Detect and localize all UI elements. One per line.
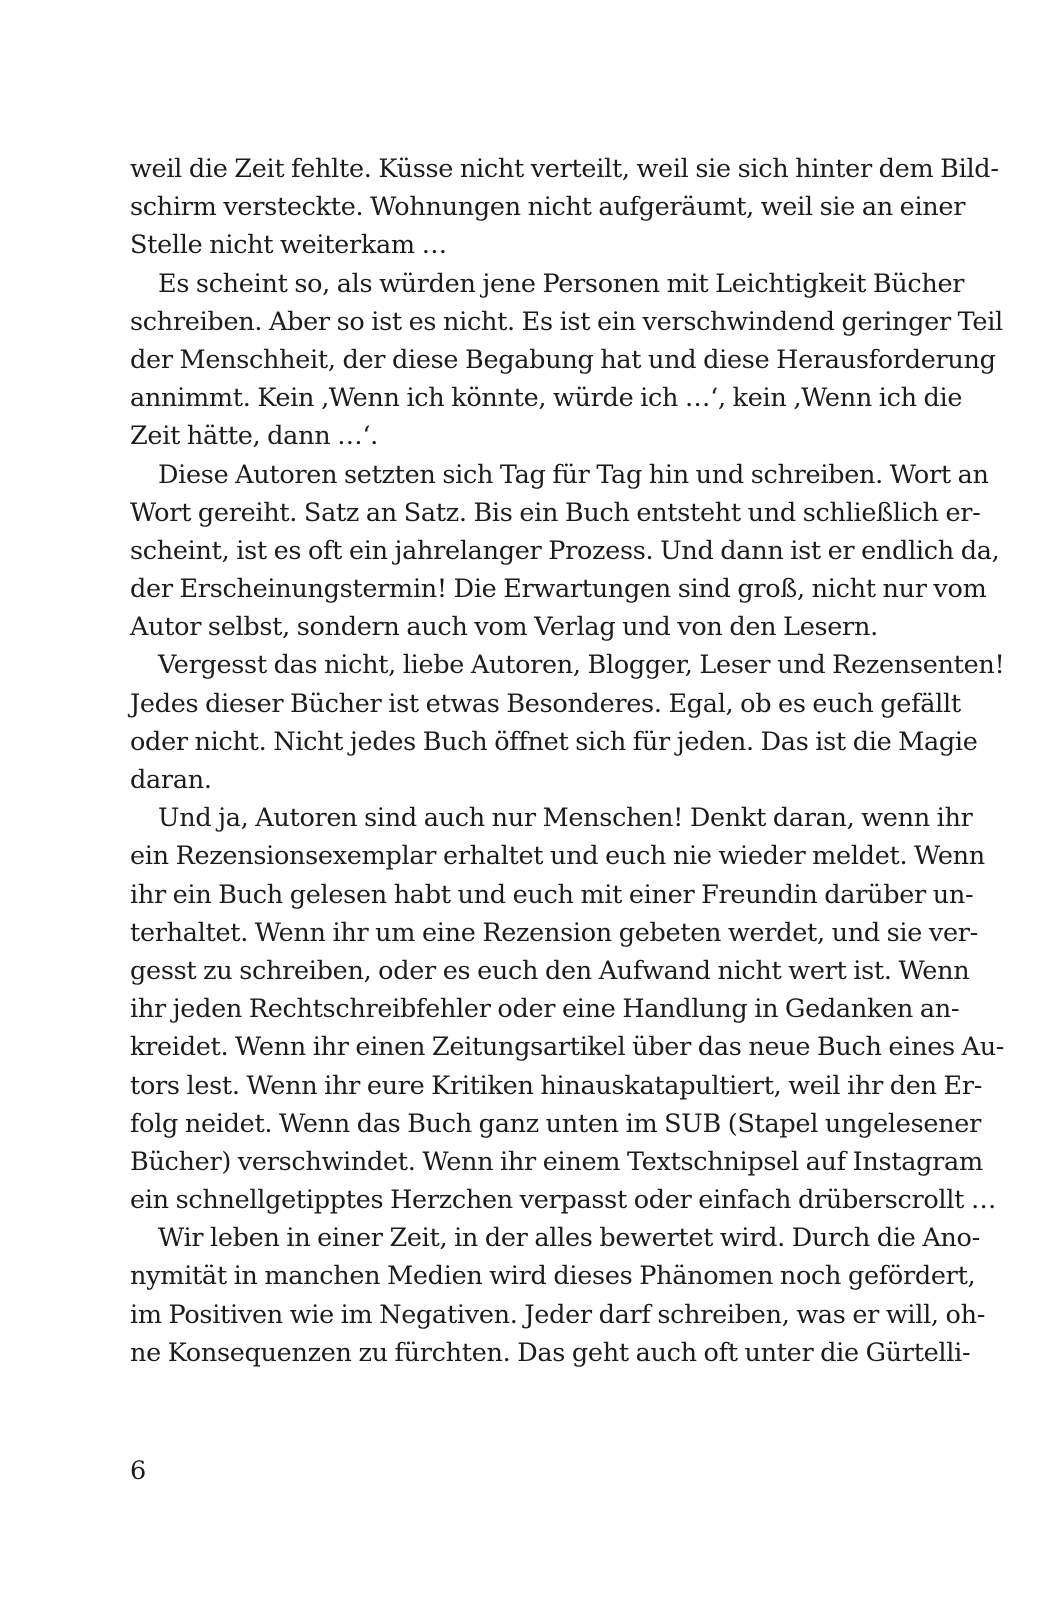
text-line: scheint, ist es oft ein jahrelanger Prozess. Und dann ist er endlich da,: [130, 535, 1000, 566]
text-line: Es scheint so, als würden jene Personen mit Leichtigkeit Bücher: [158, 268, 965, 299]
text-line: Bücher) verschwindet. Wenn ihr einem Textschnipsel auf Instagram: [130, 1146, 983, 1177]
text-line: Und ja, Autoren sind auch nur Menschen! Denkt daran, wenn ihr: [158, 803, 973, 834]
text-line: tors lest. Wenn ihr eure Kritiken hinauskatapultiert, weil ihr den Er-: [130, 1070, 983, 1101]
page-number: 6: [130, 1456, 147, 1486]
text-line: daran.: [130, 765, 212, 795]
text-line: kreidet. Wenn ihr einen Zeitungsartikel über das neue Buch eines Au-: [130, 1032, 1005, 1063]
text-line: im Positiven wie im Negativen. Jeder darf schreiben, was er will, oh-: [130, 1299, 986, 1330]
text-line: Zeit hätte, dann …‘.: [130, 421, 378, 452]
text-line: Wir leben in einer Zeit, in der alles bewertet wird. Durch die Ano-: [158, 1223, 980, 1254]
text-line: schirm versteckte. Wohnungen nicht aufgeräumt, weil sie an einer: [130, 192, 966, 223]
text-line: weil die Zeit fehlte. Küsse nicht verteilt, weil sie sich hinter dem Bild-: [130, 154, 999, 184]
text-line: Stelle nicht weiterkam …: [130, 230, 447, 261]
text-line: gesst zu schreiben, oder es euch den Aufwand nicht wert ist. Wenn: [130, 955, 970, 986]
text-line: schreiben. Aber so ist es nicht. Es ist ein verschwindend geringer Teil: [130, 306, 1003, 337]
text-line: ihr ein Buch gelesen habt und euch mit einer Freundin darüber un-: [130, 879, 974, 910]
text-line: der Menschheit, der diese Begabung hat und diese Herausforderung: [130, 344, 996, 375]
text-line: oder nicht. Nicht jedes Buch öffnet sich für jeden. Das ist die Magie: [130, 726, 978, 757]
text-line: ein Rezensionsexemplar erhaltet und euch nie wieder meldet. Wenn: [130, 841, 985, 872]
text-line: ne Konsequenzen zu fürchten. Das geht auch oft unter die Gürtelli-: [130, 1337, 971, 1368]
text-line: Autor selbst, sondern auch vom Verlag und von den Lesern.: [130, 612, 878, 643]
text-line: Diese Autoren setzten sich Tag für Tag hin und schreiben. Wort an: [158, 459, 989, 490]
text-line: ihr jeden Rechtschreibfehler oder eine Handlung in Gedanken an-: [130, 994, 960, 1025]
body-text: [130, 150, 1005, 1372]
text-line: ein schnellgetipptes Herzchen verpasst oder einfach drüberscrollt …: [130, 1185, 997, 1216]
text-line: folg neidet. Wenn das Buch ganz unten im SUB (Stapel ungelesener: [130, 1108, 981, 1139]
text-line: terhaltet. Wenn ihr um eine Rezension gebeten werdet, und sie ver-: [130, 917, 978, 948]
text-line: Vergesst das nicht, liebe Autoren, Blogger, Leser und Rezensenten!: [158, 650, 1005, 681]
text-line: Jedes dieser Bücher ist etwas Besonderes. Egal, ob es euch gefällt: [130, 688, 961, 719]
text-line: annimmt. Kein ‚Wenn ich könnte, würde ich …‘, kein ‚Wenn ich die: [130, 383, 963, 414]
text-line: der Erscheinungstermin! Die Erwartungen sind groß, nicht nur vom: [130, 574, 987, 605]
text-line: Wort gereiht. Satz an Satz. Bis ein Buch entsteht und schließlich er-: [130, 497, 981, 528]
text-line: nymität in manchen Medien wird dieses Phänomen noch gefördert,: [130, 1261, 976, 1292]
